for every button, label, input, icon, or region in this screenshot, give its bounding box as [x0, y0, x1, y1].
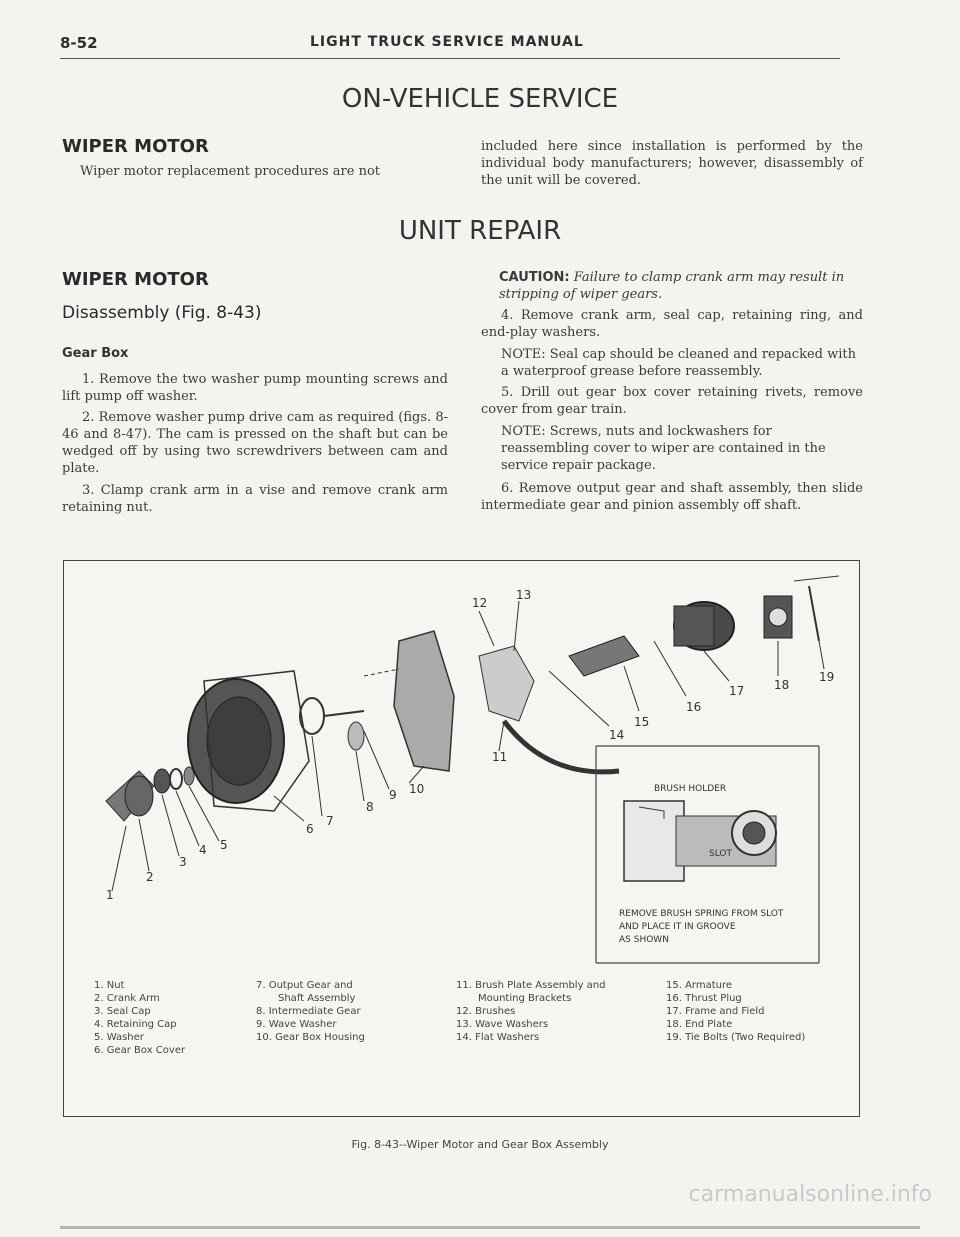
- step-5: 5. Drill out gear box cover retaining rivets, remove cover from gear train.: [481, 385, 863, 417]
- callout-12: 12: [472, 596, 488, 610]
- inset-slot-label: SLOT: [709, 849, 732, 859]
- tie-bolt-shape: [809, 586, 819, 641]
- legend-item: Shaft Assembly: [278, 993, 356, 1004]
- page-header: [60, 30, 840, 59]
- legend-item: 4. Retaining Cap: [94, 1019, 177, 1030]
- seal-cap-shape: [125, 776, 153, 816]
- legend-item: 13. Wave Washers: [456, 1019, 549, 1030]
- figure-caption: Fig. 8-43--Wiper Motor and Gear Box Assembly: [351, 1138, 609, 1151]
- step-4: 4. Remove crank arm, seal cap, retaining ring, and end-play washers.: [481, 308, 863, 340]
- legend-item: Mounting Brackets: [478, 993, 572, 1004]
- legend-item: 15. Armature: [666, 980, 733, 991]
- legend-item: 1. Nut: [94, 980, 125, 991]
- callout-8: 8: [366, 800, 374, 814]
- note-2: NOTE: Screws, nuts and lockwashers for reassembling cover to wiper are contained in the service repair package.: [501, 424, 826, 473]
- on-vehicle-right-text: included here since installation is performed by the individual body manufacturers; however, disassembly of the unit will be covered.: [481, 139, 863, 188]
- page-number: 8-52: [60, 34, 98, 52]
- note-1: NOTE: Seal cap should be cleaned and repacked with a waterproof grease before reassembly.: [501, 347, 856, 379]
- callout-4: 4: [199, 843, 207, 857]
- callout-3: 3: [179, 855, 187, 869]
- caution-text: Failure to clamp crank arm may result in stripping of wiper gears.: [499, 270, 845, 302]
- step-2: 2. Remove washer pump drive cam as required (figs. 8-46 and 8-47). The cam is pressed on the shaft but can be wedged off by using two screwdrivers between cam and plate.: [62, 410, 448, 476]
- brush-plate-shape: [479, 646, 534, 721]
- legend-item: 2. Crank Arm: [94, 993, 160, 1004]
- armature-shape: [569, 636, 639, 676]
- legend-item: 5. Washer: [94, 1032, 144, 1043]
- on-vehicle-left-text: Wiper motor replacement procedures are not: [80, 164, 381, 179]
- legend-item: 6. Gear Box Cover: [94, 1045, 186, 1056]
- legend-item: 17. Frame and Field: [666, 1006, 765, 1017]
- inset-note-3: AS SHOWN: [619, 935, 669, 945]
- legend-item: 19. Tie Bolts (Two Required): [666, 1032, 806, 1043]
- legend-column-2: [256, 979, 365, 1044]
- legend-item: 14. Flat Washers: [456, 1032, 540, 1043]
- legend-column-4: [666, 979, 805, 1044]
- callout-17: 17: [729, 684, 745, 698]
- legend-item: 11. Brush Plate Assembly and: [456, 980, 606, 991]
- legend-item: 18. End Plate: [666, 1019, 733, 1030]
- callout-7: 7: [326, 814, 334, 828]
- inset-title: BRUSH HOLDER: [654, 784, 727, 794]
- step-6: 6. Remove output gear and shaft assembly, then slide intermediate gear and pinion assembly off shaft.: [481, 481, 863, 513]
- on-vehicle-service-title: ON-VEHICLE SERVICE: [341, 84, 619, 114]
- legend-column-3: [456, 979, 606, 1044]
- legend-item: 8. Intermediate Gear: [256, 1006, 361, 1017]
- legend-item: 3. Seal Cap: [94, 1006, 151, 1017]
- gear-box-heading: Gear Box: [62, 346, 129, 361]
- step-3: 3. Clamp crank arm in a vise and remove crank arm retaining nut.: [62, 483, 448, 515]
- gear-box-housing-plate-shape: [394, 631, 454, 771]
- callout-16: 16: [686, 700, 702, 714]
- callout-10: 10: [409, 782, 425, 796]
- legend-column-1: [94, 979, 185, 1057]
- unit-repair-title: UNIT REPAIR: [398, 216, 562, 246]
- inset-note-1: REMOVE BRUSH SPRING FROM SLOT: [619, 909, 784, 919]
- brush-holder-inset: [596, 746, 819, 963]
- callout-13: 13: [516, 588, 532, 602]
- legend-item: 7. Output Gear and: [256, 980, 353, 991]
- legend-item: 10. Gear Box Housing: [256, 1032, 365, 1043]
- callout-9: 9: [389, 788, 397, 802]
- legend-item: 12. Brushes: [456, 1006, 516, 1017]
- gear-box-inner-shape: [207, 697, 271, 785]
- callout-11: 11: [492, 750, 508, 764]
- callout-15: 15: [634, 715, 650, 729]
- step-1: 1. Remove the two washer pump mounting screws and lift pump off washer.: [62, 372, 448, 404]
- callout-6: 6: [306, 822, 314, 836]
- washer-shape: [170, 769, 182, 789]
- intermediate-gear-shape: [348, 722, 364, 750]
- callout-5: 5: [220, 838, 228, 852]
- output-gear-shape: [300, 698, 324, 734]
- watermark: carmanualsonline.info: [688, 1182, 932, 1207]
- callout-18: 18: [774, 678, 790, 692]
- callout-2: 2: [146, 870, 154, 884]
- running-title: LIGHT TRUCK SERVICE MANUAL: [310, 34, 584, 50]
- retaining-cap-shape: [154, 769, 170, 793]
- caution: [499, 269, 854, 303]
- caution-label: CAUTION:: [499, 270, 570, 285]
- callout-1: 1: [106, 888, 114, 902]
- legend-item: 9. Wave Washer: [256, 1019, 337, 1030]
- callout-19: 19: [819, 670, 835, 684]
- wiper-motor-heading: WIPER MOTOR: [62, 136, 209, 157]
- legend-item: 16. Thrust Plug: [666, 993, 742, 1004]
- bottom-rule: [60, 1226, 920, 1229]
- inset-note-2: AND PLACE IT IN GROOVE: [619, 922, 736, 932]
- unit-repair-wiper-heading: WIPER MOTOR: [62, 269, 209, 290]
- disassembly-subheading: Disassembly (Fig. 8-43): [62, 303, 262, 323]
- figure-8-43: [63, 560, 860, 1117]
- callout-14: 14: [609, 728, 625, 742]
